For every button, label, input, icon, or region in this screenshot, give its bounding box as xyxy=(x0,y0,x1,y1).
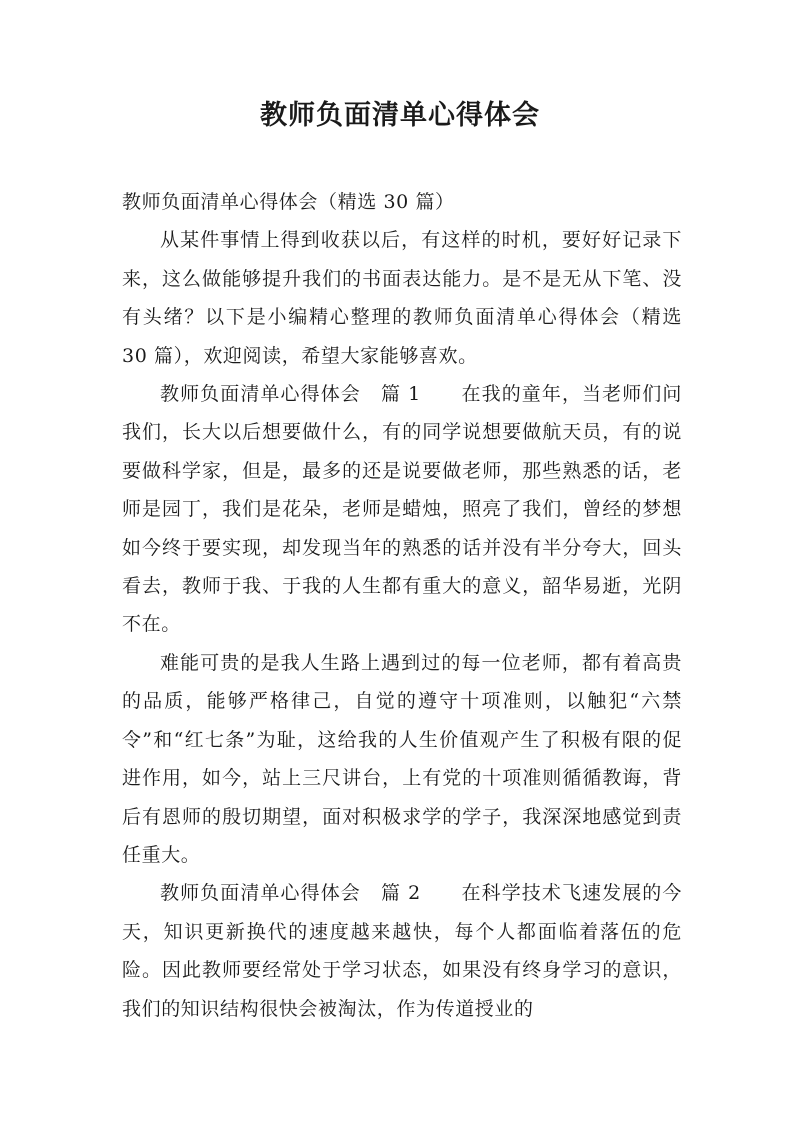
document-body xyxy=(122,183,682,1028)
paragraph-intro: 从某件事情上得到收获以后，有这样的时机，要好好记录下来，这么做能够提升我们的书面表达能力。是不是无从下笔、没有头绪？以下是小编精心整理的教师负面清单心得体会（精选 30 篇），欢迎阅读，希望大家能够喜欢。 xyxy=(122,229,682,367)
paragraph-section-2: 教师负面清单心得体会 篇 2 在科学技术飞速发展的今天，知识更新换代的速度越来越快，每个人都面临着落伍的危险。因此教师要经常处于学习状态，如果没有终身学习的意识，我们的知识结构很快会被淘汰，作为传道授业的 xyxy=(122,882,682,1020)
document-subtitle: 教师负面清单心得体会（精选 30 篇） xyxy=(122,191,455,213)
document-title: 教师负面清单心得体会 xyxy=(260,100,540,131)
paragraph-section-1-continued: 难能可贵的是我人生路上遇到过的每一位老师，都有着高贵的品质，能够严格律己，自觉的遵守十项准则，以触犯“六禁令”和“红七条”为耻，这给我的人生价值观产生了积极有限的促进作用，如今，站上三尺讲台，上有党的十项准则循循教诲，背后有恩师的殷切期望，面对积极求学的学子，我深深地感觉到责任重大。 xyxy=(122,651,682,866)
paragraph-section-1: 教师负面清单心得体会 篇 1 在我的童年，当老师们问我们，长大以后想要做什么，有的同学说想要做航天员，有的说要做科学家，但是，最多的还是说要做老师，那些熟悉的话，老师是园丁，我们是花朵，老师是蜡烛，照亮了我们，曾经的梦想如今终于要实现，却发现当年的熟悉的话并没有半分夸大，回头看去，教师于我、于我的人生都有重大的意义，韶华易逝，光阴不在。 xyxy=(122,383,682,636)
